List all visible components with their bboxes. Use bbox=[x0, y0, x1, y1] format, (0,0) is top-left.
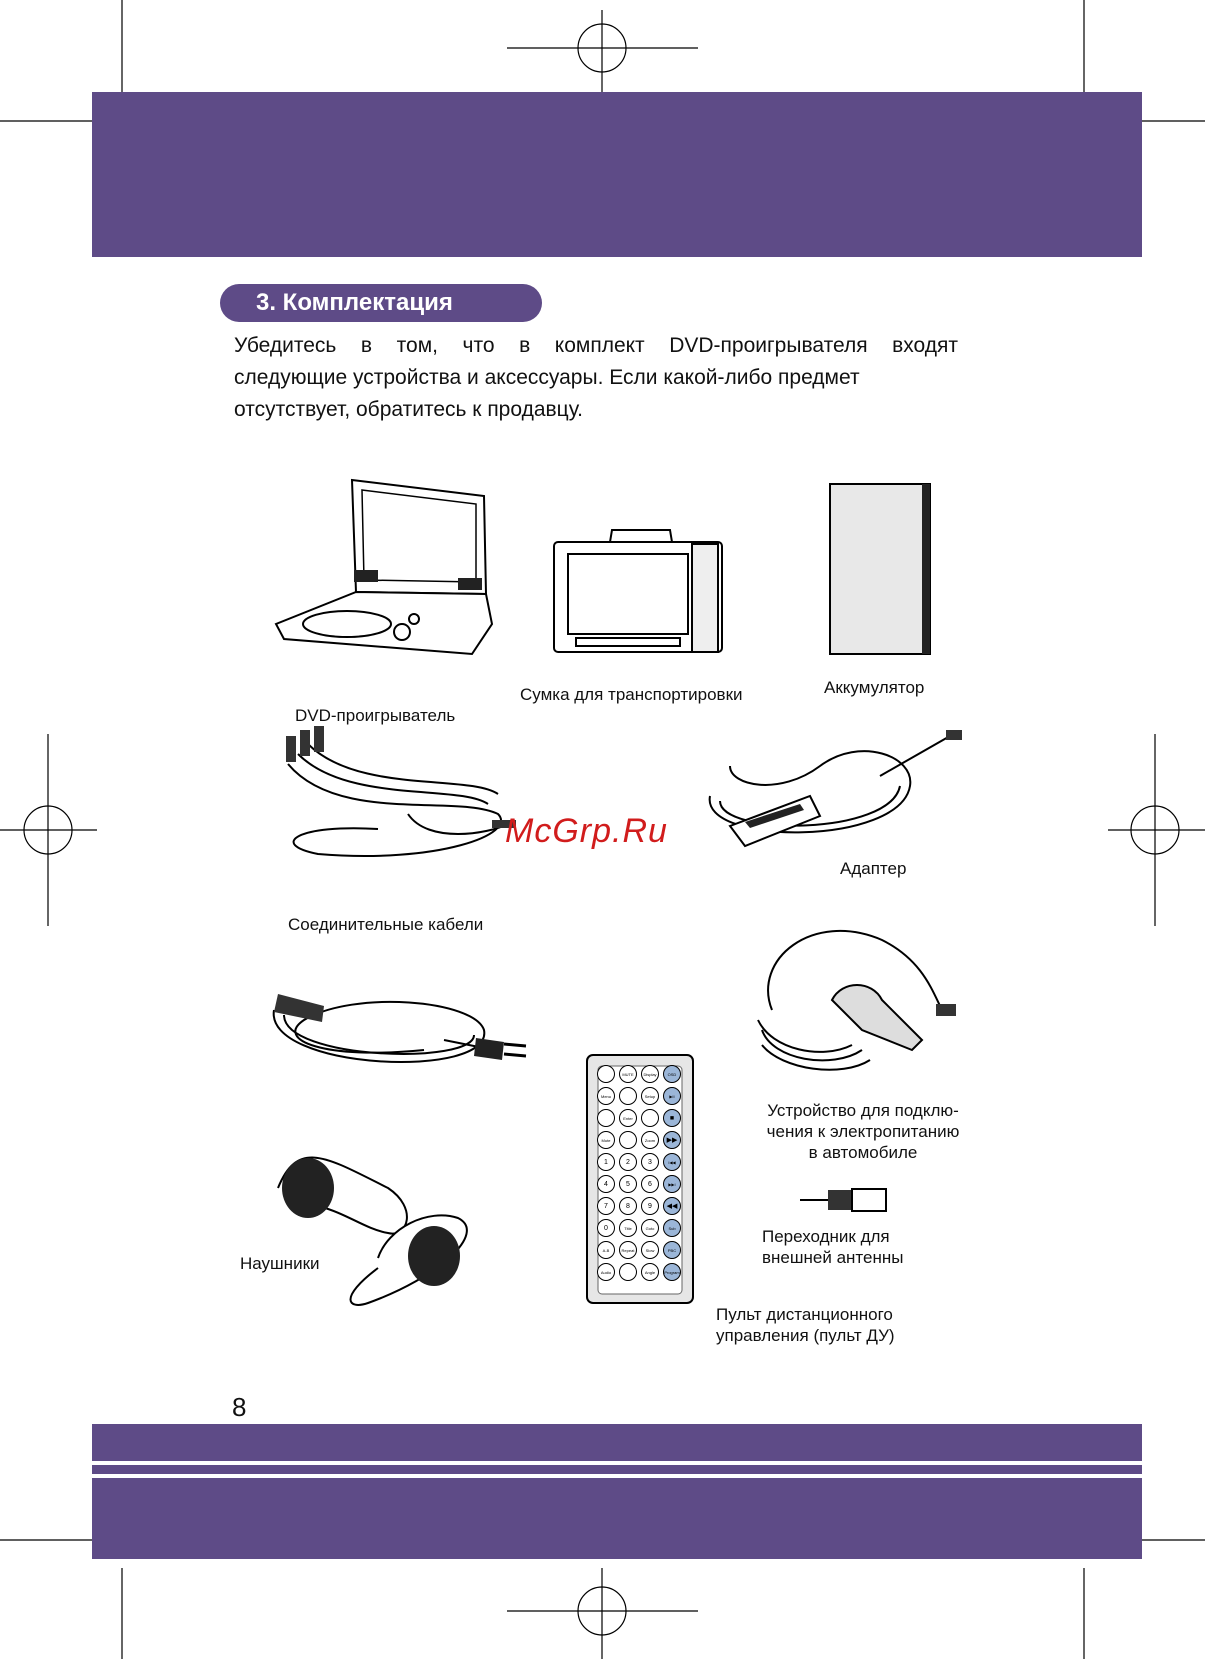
bag-illustration bbox=[550, 528, 730, 656]
remote-button-label: 9 bbox=[648, 1203, 652, 1210]
intro-line-2: следующие устройства и аксессуары. Если какой-либо предмет bbox=[234, 366, 860, 389]
remote-button-label: I◀◀ bbox=[668, 1160, 676, 1165]
caption-adapter: Адаптер bbox=[840, 859, 907, 878]
remote-button-label: Display bbox=[643, 1072, 657, 1077]
caption-bag: Сумка для транспортировки bbox=[520, 685, 743, 704]
remote-button-label: ▶▶I bbox=[668, 1182, 676, 1187]
remote-button-label: 4 bbox=[604, 1181, 608, 1188]
battery-illustration bbox=[826, 480, 938, 658]
remote-button-label: Program bbox=[664, 1270, 680, 1275]
remote-button-label: Sub bbox=[668, 1226, 676, 1231]
remote-button-label: Goto bbox=[645, 1226, 655, 1231]
section-title: 3. Комплектация bbox=[220, 284, 542, 322]
remote-button-label: Menu bbox=[600, 1094, 612, 1099]
remote-button-label: 8 bbox=[626, 1203, 630, 1210]
caption-battery: Аккумулятор bbox=[824, 678, 925, 697]
remote-button-label: 1 bbox=[604, 1159, 608, 1166]
caption-headphones: Наушники bbox=[240, 1254, 320, 1273]
caption-antenna-adapter-line-2: внешней антенны bbox=[762, 1248, 904, 1267]
remote-button bbox=[598, 1066, 615, 1083]
remote-button-label: OSD bbox=[667, 1072, 677, 1077]
remote-button-label: ■ bbox=[669, 1115, 675, 1122]
footer-band-top bbox=[92, 1424, 1142, 1461]
remote-button bbox=[620, 1264, 637, 1281]
remote-button bbox=[620, 1088, 637, 1105]
caption-remote-line-2: управления (пульт ДУ) bbox=[716, 1326, 895, 1345]
caption-car-adapter-line-1: Устройство для подклю- bbox=[767, 1101, 959, 1120]
antenna-adapter-illustration bbox=[798, 1185, 890, 1215]
watermark: McGrp.Ru bbox=[505, 812, 668, 850]
remote-button-label: Mute bbox=[601, 1138, 611, 1143]
remote-button-label: Enter bbox=[623, 1116, 633, 1121]
remote-button-label: Title bbox=[624, 1226, 632, 1231]
dvd-player-illustration bbox=[272, 474, 497, 679]
av-cables-illustration bbox=[258, 724, 518, 874]
caption-antenna-adapter-line-1: Переходник для bbox=[762, 1227, 890, 1246]
caption-cables: Соединительные кабели bbox=[288, 915, 484, 934]
remote-button-label: Audio bbox=[600, 1270, 612, 1275]
adapter-illustration bbox=[700, 726, 970, 861]
caption-remote-line-1: Пульт дистанционного bbox=[716, 1305, 893, 1324]
remote-button-label: MUTE bbox=[622, 1072, 634, 1077]
remote-button bbox=[598, 1110, 615, 1127]
remote-button-label: 7 bbox=[604, 1203, 608, 1210]
remote-button-label: Setup bbox=[644, 1094, 656, 1099]
remote-button bbox=[642, 1110, 659, 1127]
header-band bbox=[92, 92, 1142, 257]
power-cord-illustration bbox=[264, 980, 532, 1100]
remote-button-label: PBC bbox=[667, 1248, 677, 1253]
remote-button-label: 5 bbox=[626, 1181, 630, 1188]
remote-button-label: 6 bbox=[648, 1181, 652, 1188]
page-number: 8 bbox=[232, 1392, 247, 1422]
intro-line-1: Убедитесь в том, что в комплект DVD-проигрывателя входят bbox=[234, 334, 958, 357]
caption-antenna-adapter bbox=[762, 1226, 903, 1268]
headphones-illustration bbox=[258, 1138, 493, 1310]
caption-remote bbox=[716, 1304, 895, 1346]
remote-button-label: ▶II bbox=[669, 1094, 675, 1099]
remote-button-label: 3 bbox=[648, 1159, 652, 1166]
remote-illustration bbox=[584, 1052, 698, 1306]
remote-button-label: 2 bbox=[626, 1159, 630, 1166]
remote-button-label: A-B bbox=[602, 1248, 610, 1253]
remote-button-label: ▶▶ bbox=[666, 1137, 678, 1144]
remote-button-label: ◀◀ bbox=[666, 1203, 678, 1210]
footer-band-bottom bbox=[92, 1478, 1142, 1559]
intro-text bbox=[234, 330, 958, 426]
car-adapter-illustration bbox=[752, 920, 967, 1080]
remote-button-label: Slow bbox=[645, 1248, 655, 1253]
caption-dvd-player: DVD-проигрыватель bbox=[295, 706, 456, 725]
remote-button-label: Zoom bbox=[644, 1138, 656, 1143]
caption-car-adapter bbox=[745, 1100, 981, 1163]
remote-button-label: 0 bbox=[604, 1225, 608, 1232]
intro-line-3: отсутствует, обратитесь к продавцу. bbox=[234, 398, 583, 421]
remote-button-label: Repeat bbox=[621, 1248, 635, 1253]
caption-car-adapter-line-2: чения к электропитанию bbox=[766, 1122, 960, 1141]
remote-button bbox=[620, 1132, 637, 1149]
footer-band-stripe bbox=[92, 1465, 1142, 1474]
remote-button-label: Angle bbox=[644, 1270, 656, 1275]
caption-car-adapter-line-3: в автомобиле bbox=[808, 1143, 918, 1162]
